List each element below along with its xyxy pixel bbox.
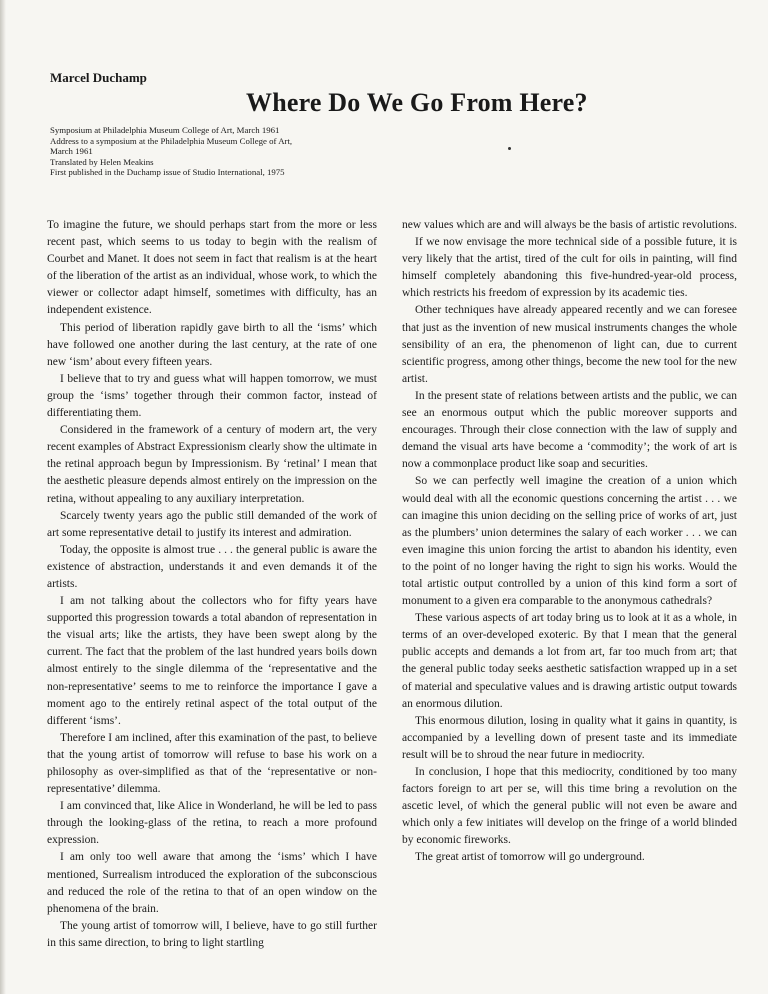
left-column: [47, 217, 377, 952]
paragraph: Other techniques have already appeared recently and we can foresee that just as the invention of new musical instruments changes the whole sensibility of an era, the phenomenon of light can, due to current scientific progress, among other things, become the new tool for the new artist.: [402, 304, 738, 385]
paragraph: Considered in the framework of a century of modern art, the very recent examples of Abstract Expressionism clearly show the ultimate in the retinal approach begun by Impressionism. By ‘retinal’ I mean that the aesthetic pleasure depends almost entirely on the impression on the retina, without appealing to any auxiliary interpretation.: [47, 424, 377, 505]
article-title: Where Do We Go From Here?: [246, 88, 588, 117]
meta-line: First published in the Duchamp issue of Studio International, 1975: [50, 167, 285, 177]
paragraph: I believe that to try and guess what will happen tomorrow, we must group the ‘isms’ together through their common factor, instead of differentiating them.: [47, 372, 377, 420]
paragraph: If we now envisage the more technical side of a possible future, it is very likely that the artist, tired of the cult for oils in painting, will find himself completely abandoning this five-hundred-year-old process, which restricts his freedom of expression by its academic ties.: [402, 236, 737, 300]
publication-details: [50, 125, 370, 178]
author-name: Marcel Duchamp: [50, 70, 147, 85]
paragraph: To imagine the future, we should perhaps start from the more or less recent past, which seems to us today to begin with the realism of Courbet and Manet. It does not seem in fact that realism is at the heart of the liberation of the artist as an individual, whose work, to which the viewer or collector adapt himself, sometimes with difficulty, has an independent existence.: [47, 219, 377, 317]
paragraph: These various aspects of art today bring us to look at it as a whole, in terms of an over-developed exoteric. By that I mean that the general public accepts and demands a lot from art, far too much from art; that the general public today seeks aesthetic satisfaction wrapped up in a set of material and speculative values and is drawing artistic output towards an enormous dilution.: [402, 612, 737, 710]
paragraph: This enormous dilution, losing in quality what it gains in quantity, is accompanied by a levelling down of present taste and its immediate result will be to shroud the near future in mediocrity.: [402, 714, 737, 761]
page-edge-shadow: [0, 0, 6, 994]
meta-line: March 1961: [50, 146, 93, 156]
meta-line: Address to a symposium at the Philadelphia Museum College of Art,: [50, 135, 293, 146]
meta-line: Translated by Helen Meakins: [50, 156, 154, 167]
paragraph: new values which are and will always be the basis of artistic revolutions.: [402, 219, 738, 231]
paragraph: The great artist of tomorrow will go underground.: [415, 851, 645, 864]
meta-line: Symposium at Philadelphia Museum College of Art, March 1961: [50, 125, 280, 135]
paragraph: Today, the opposite is almost true . . . the general public is aware the existence of abstraction, understands it and even demands it of the artists.: [47, 543, 377, 590]
paragraph: Scarcely twenty years ago the public still demanded of the work of art some representative detail to justify its interest and admiration.: [47, 509, 377, 539]
paragraph: So we can perfectly well imagine the creation of a union which would deal with all the economic questions concerning the artist . . . we can imagine this union deciding on the selling price of works of art, just as the plumbers’ union determines the salary of each worker . . . we can even imagine this union forcing the artist to abandon his identity, even to the point of no longer having the right to sign his works. Would the total artistic output controlled by a union of this kind form a sort of monument to a given era comparable to the anonymous cathedrals?: [402, 475, 737, 608]
paragraph: In the present state of relations between artists and the public, we can see an enormous output which the public moreover supports and encourages. Through their close connection with the law of supply and demand the visual arts have become a ‘commodity’; the work of art is now a commonplace product like soap and securities.: [402, 389, 737, 471]
paragraph: I am only too well aware that among the ‘isms’ which I have mentioned, Surrealism introduced the exploration of the subconscious and reduced the role of the retina to that of an open window on the phenomena of the brain.: [47, 851, 377, 915]
paragraph: In conclusion, I hope that this mediocrity, conditioned by too many factors foreign to art per se, will this time bring a revolution on the ascetic level, of which the general public will not even be aware and which only a few initiates will develop on the fringe of a world blinded by economic fireworks.: [402, 766, 737, 847]
paragraph: This period of liberation rapidly gave birth to all the ‘isms’ which have followed one another during the last century, at the rate of one new ‘ism’ about every fifteen years.: [47, 321, 377, 368]
print-speck: [508, 147, 511, 150]
paragraph: Therefore I am inclined, after this examination of the past, to believe that the young artist of tomorrow will refuse to base his work on a philosophy as over-simplified as that of the ‘representative or non-representative’ dilemma.: [47, 731, 377, 796]
right-column: [402, 217, 737, 867]
paragraph: I am not talking about the collectors who for fifty years have supported this progression towards a total abandon of representation in the visual arts; like the artists, they have been swept along by the current. The fact that the problem of the last hundred years boils down almost entirely to the single dilemma of the ‘representative and the non-representative’ seems to me to reinforce the importance I gave a moment ago to the entirely retinal aspect of the total output of the different ‘isms’.: [47, 595, 377, 727]
paragraph: I am convinced that, like Alice in Wonderland, he will be led to pass through the looking-glass of the retina, to reach a more profound expression.: [47, 800, 377, 847]
paragraph: The young artist of tomorrow will, I believe, have to go still further in this same direction, to bring to light startling: [47, 919, 377, 949]
